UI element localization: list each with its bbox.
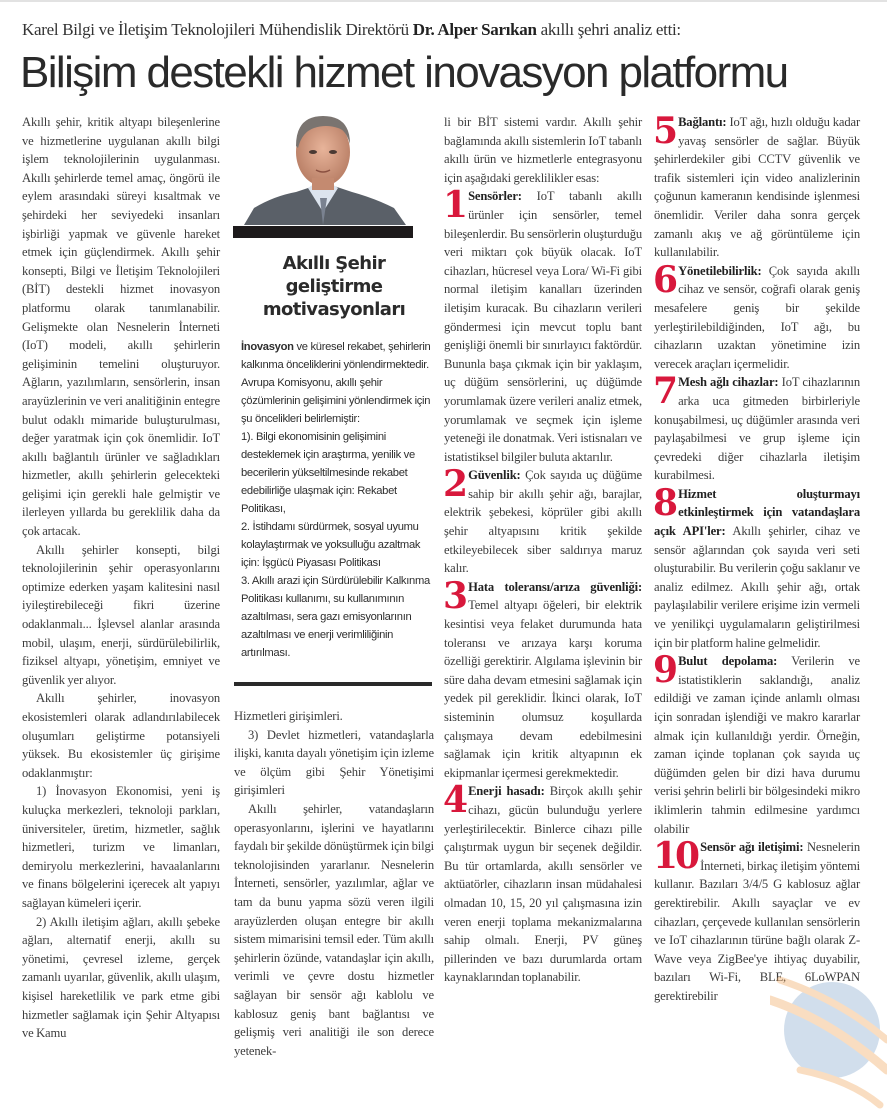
kicker-pre: Karel Bilgi ve İletişim Teknolojileri Mühendislik Direktörü bbox=[22, 20, 413, 39]
paragraph: Akıllı şehirler, vatandaşların operasyonlarını, işlerini ve hayatlarını faydalı bir şekilde dönüştürmek için bilgi teknolojisinden yararlanır. Nesnelerin İnterneti, sensörler, yazılımlar, ağlar ve tam da bunu yapma sözü veren ilgili arayüzlerden oluşan entegre bir akıllı sistem mimarisini temsil eder. Tüm akıllı şehirlerin özünde, vatandaşlar için akıllı, verimli ve çevre dostu hizmetler sağlayan bir sensör ağı kablolu ve kablosuz geniş bant bağlantısı ve gelişmiş veri analitiği ile son derece yetenek- bbox=[234, 801, 434, 1058]
person-portrait-photo bbox=[234, 108, 412, 225]
sidebar-title-line: motivasyonları bbox=[262, 299, 406, 320]
kicker-post: akıllı şehri analiz etti: bbox=[536, 20, 681, 39]
sidebar-title-line: Akıllı Şehir bbox=[282, 253, 386, 274]
requirement-title: Bulut depolama: bbox=[678, 654, 778, 669]
requirement-text: Birçok akıllı şehir cihazı, gücün bulunduğu yerlere yerleştirilecektir. Binlerce cihazı pille çalıştırmak uygun bir seçenek değildir. Bu tür ortamlarda, akıllı sensörler ve aktüatörler, cihazların insan müdahalesi olmadan 10, 15, 20 yıl çalışmasına izin veren enerji toplama mekanizmalarına sahip olmalı. Enerji, PV güneş pillerinden ve bazı durumlarda ortam kaynaklarından toplanabilir. bbox=[444, 784, 642, 985]
sidebar-title-line: geliştirme bbox=[285, 276, 383, 297]
requirement-number: 2 bbox=[443, 463, 466, 506]
requirement-item bbox=[653, 481, 860, 652]
requirement-text: Çok sayıda uç düğüme sahip bir akıllı şehir ağı, barajlar, elektrik şebekesi, köprüler gibi akıllı şehir altyapısını kritik şekilde etkileyebilecek siber saldırıya maruz kalır. bbox=[444, 468, 642, 576]
requirement-item bbox=[653, 370, 860, 485]
requirement-number: 5 bbox=[653, 110, 676, 152]
photo-caption-bar bbox=[233, 226, 413, 238]
requirement-title: Sensör ağı iletişimi: bbox=[700, 840, 804, 855]
article-kicker bbox=[22, 20, 872, 40]
sidebar-body bbox=[241, 338, 437, 662]
requirement-number: 1 bbox=[443, 184, 466, 227]
requirement-text: Akıllı şehirler, cihaz ve sensör ağlarından çok sayıda veri seti oluşturabilir. Bu verilerin çoğu saklanır ve analiz edilmez. Akıllı şehir ağı, ortak paylaşılabilir verilere erişime izin vermeli ve yenilikçi uygulamaların geliştirilmesi için bir platform haline gelmelidir. bbox=[654, 524, 860, 650]
portrait-icon bbox=[234, 108, 412, 225]
requirement-title: Bağlantı: bbox=[678, 115, 727, 129]
paragraph: 2) Akıllı iletişim ağları, akıllı şebeke ağları, alternatif enerji, akıllı su yönetimi, çevresel izleme, gerçek zamanlı uyarılar, güvenlik, akıllı ulaşım, kişisel hareketlilik ve park etme gibi hizmetler sağlamak için Şehir Altyapısı ve Kamu bbox=[22, 914, 220, 1041]
requirement-number: 8 bbox=[653, 481, 676, 524]
body-column-1 bbox=[22, 113, 220, 1043]
requirement-text: Çok sayıda akıllı cihaz ve sensör, coğrafi olarak geniş mesafelere geniş bir şekilde yerleştirilebildiğinden, IoT ağı, bu cihazların uzaktan yönetimine izin verecek araçları içermelidir. bbox=[654, 263, 860, 371]
requirement-title: Güvenlik: bbox=[468, 468, 521, 483]
requirement-number: 10 bbox=[653, 835, 698, 878]
body-column-4 bbox=[653, 110, 860, 1006]
requirement-item bbox=[653, 835, 860, 1005]
body-column-3 bbox=[444, 113, 642, 987]
paragraph: 3) Devlet hizmetleri, vatandaşlarla ilişki, kanıta dayalı yönetişim için izleme ve ölçüm gibi Şehir Yönetişimi girişimleri bbox=[234, 727, 434, 798]
requirement-number: 7 bbox=[653, 370, 676, 413]
requirement-item bbox=[653, 649, 860, 838]
sidebar-title bbox=[234, 252, 434, 321]
requirement-text: Verilerin ve istatistiklerin saklandığı, analiz edildiği ve zaman içinde anlamlı olması için sonradan işlendiği ve makro kararlar almak için kullanıldığı yerdir. Örneğin, zaman içinde toplanan çok sayıda uç düğümden gelen bir dizi hava durumu verisi şehrin belirli bir bölgesindeki mikro iklimlerin tahmin edilmesine yardımcı olabilir bbox=[654, 654, 860, 836]
requirement-text: IoT tabanlı akıllı ürünler için sensörler, temel bileşenlerdir. Bu sensörlerin oluşturduğu veri miktarı çok büyük olacak. IoT cihazları, hücresel veya Lora/ Wi-Fi gibi normal iletişim kanalları üzerinden iletişim kuracak. Bu cihazların verileri göndermesi için mevcut toplu bant genişliği önemli bir sınırlayıcı faktördür. Bununla başa çıkmak için bir yaklaşım, uç düğüm sensörlerini, uç düğümde yorumlamak üzere verileri analiz etmek, yorumlamak ve seçmek için işleme yeteneği ile donatmak. Veri istisnaları ve istatistiksel bilgiler buluta aktarılır. bbox=[444, 189, 642, 464]
requirement-item bbox=[443, 463, 642, 578]
body-column-2 bbox=[234, 707, 434, 1060]
paragraph: Akıllı şehir, kritik altyapı bileşenlerine ve hizmetlerine uygulanan akıllı bilgi işlem teknolojilerinin uygulanması. Akıllı şehirlerde temel amaç, öngörü ile eylem arasındaki süreyi kısaltmak ve şehirdeki her seviyedeki insanları işbirliği yapmak ve güvenle hareket etmek için güçlendirmek. Akıllı şehir konsepti, Bilgi ve İletişim Teknolojileri (BİT) destekli hizmet inovasyon platformu olarak tanımlanabilir. Gelişmekte olan Nesnelerin İnterneti (IoT) modeli, akıllı şehirlerin gelişiminin temelini oluşturuyor. Ağların, yazılımların, sensörlerin, insan arayüzlerinin ve veri analitiğinin entegre bulut odaklı mimaride buluşturulması, değer yaratmak için çok önemlidir. IoT akıllı bağlantılı ürünler ve sağladıkları hizmetler, akıllı şehirlerin gelecekteki gelişimi için gerekli hale gelmiştir ve ilerleyen yıllarda bu gereklilik daha da çok artacak. bbox=[22, 115, 220, 539]
requirement-title: Hizmet oluşturmayı etkinleştirmek için vatandaşlara açık API'ler: bbox=[654, 486, 860, 539]
requirement-text: IoT cihazlarının arka uca gitmeden birbirleriyle konuşabilmesi, uç düğümler arasında veri paylaşabilmesi ve grup işleme için çevredeki diğer cihazlarla iletişim kurabilmesi. bbox=[654, 375, 860, 483]
requirement-item bbox=[443, 184, 642, 466]
paragraph: Hizmetleri girişimleri. bbox=[234, 709, 343, 723]
sidebar-point: 1). Bilgi ekonomisinin gelişimini desteklemek için araştırma, yenilik ve becerilerin yükseltilmesinde rekabet edebilirliğe ulaşmak için: Rekabet Politikası, bbox=[241, 431, 415, 515]
requirement-number: 4 bbox=[443, 779, 466, 822]
top-divider bbox=[0, 0, 887, 2]
sidebar-point: 2. İstihdamı sürdürmek, sosyal uyumu kolaylaştırmak ve yoksulluğu azaltmak için: İşgücü Piyasası Politikası bbox=[241, 521, 421, 569]
paragraph: Akıllı şehirler konsepti, bilgi teknolojilerinin şehir operasyonlarını optimize ederken yaşam kalitesini nasıl iyileştirebileceği fikri üzerine odaklanmalı... İşlevsel alanlar arasında mobil, ulaşım, enerji, sürdürülebilirlik, fiziksel altyapı, yönetişim, emniyet ve güvenlik yer alıyor. bbox=[22, 542, 220, 687]
requirement-number: 3 bbox=[443, 574, 466, 617]
requirement-item bbox=[653, 110, 860, 262]
requirement-text: Nesnelerin İnterneti, birkaç iletişim yöntemi kullanır. Bazıları 3/4/5 G kablosuz ağlar gerektirebilir. Akıllı sayaçlar ve ev cihazları, çerçevede kullanılan sensörlerin ve IoT cihazlarının türüne bağlı olarak Z-Wave veya ZigBee'ye ihtiyaç duyabilir, bazıları Wi-Fi, BLE, 6LoWPAN gerektirebilir bbox=[654, 840, 860, 1003]
article-headline: Bilişim destekli hizmet inovasyon platformu bbox=[20, 48, 788, 97]
requirement-item bbox=[443, 574, 642, 783]
paragraph: Akıllı şehirler, inovasyon ekosistemleri olarak adlandırılabilecek oluşumları geliştirme potansiyeli yüksek. Bu ekosistemler üç girişime odaklanmıştır: bbox=[22, 691, 220, 780]
paragraph: li bir BİT sistemi vardır. Akıllı şehir bağlamında akıllı sistemlerin IoT tabanlı akıllı ürün ve hizmetlerle entegrasyonu için aşağıdaki gereklilikler esas: bbox=[444, 115, 642, 185]
requirement-title: Mesh ağlı cihazlar: bbox=[678, 375, 779, 390]
requirement-item bbox=[443, 779, 642, 987]
requirement-title: Hata toleransı/arıza güvenliği: bbox=[468, 579, 642, 594]
sidebar-point: 3. Akıllı arazi için Sürdürülebilir Kalkınma Politikası kullanımı, su kullanımının azaltılması, sera gazı emisyonlarının azaltılması ve enerji verimliliğinin artırılması. bbox=[241, 575, 430, 659]
sidebar-lead-bold: İnovasyon bbox=[241, 341, 294, 353]
requirement-title: Enerji hasadı: bbox=[468, 784, 545, 799]
sidebar-bottom-rule bbox=[234, 682, 432, 686]
author-name: Dr. Alper Sarıkan bbox=[412, 20, 537, 39]
requirement-title: Yönetilebilirlik: bbox=[678, 263, 762, 278]
paragraph: 1) İnovasyon Ekonomisi, yeni iş kuluçka merkezleri, teknoloji parkları, üniversiteler, üretim, hizmetler, sağlık hizmetleri, turizm ve limanları, demiryolu merkezlerini, havaalanlarını ve finans bölgelerini içerecek alt yapıyı sağlayan kümeleri içerir. bbox=[22, 784, 220, 910]
sidebar-lead bbox=[241, 338, 437, 428]
requirement-item bbox=[653, 258, 860, 374]
requirement-title: Sensörler: bbox=[468, 189, 522, 204]
requirement-text: Temel altyapı öğeleri, bir elektrik kesintisi veya felaket durumunda hata toleransı ve arızaya karşı koruma özelliği gerektirir. Algılama işlevinin bir süre daha devam etmesini sağlamak için yedek pil gereklidir. İkinci olarak, IoT sisteminin olumsuz koşullarda çalışmaya devam edebilmesini sağlamak için kritik altyapının ek ekipmanlar içermesi gerekmektedir. bbox=[444, 598, 642, 780]
requirement-text: IoT ağı, hızlı olduğu kadar yavaş sensörler de sağlar. Büyük şehirlerdekiler gibi CCTV güvenlik ve trafik sistemleri için video analizlerinin çoğunun kameranın kendisinde işlenmesi önemlidir. Veriler daha sonra gerçek zamanlı akış ve ağ görüntüleme için kullanılabilir. bbox=[654, 115, 860, 260]
sidebar-lead-text: ve küresel rekabet, şehirlerin kalkınma önceliklerini yönlendirmektedir. Avrupa Komisyonu, akıllı şehir çözümlerinin gelişimini yönlendirmek için şu öncelikleri belirlemiştir: bbox=[241, 341, 431, 425]
requirement-number: 6 bbox=[653, 258, 676, 301]
requirement-number: 9 bbox=[653, 649, 676, 692]
